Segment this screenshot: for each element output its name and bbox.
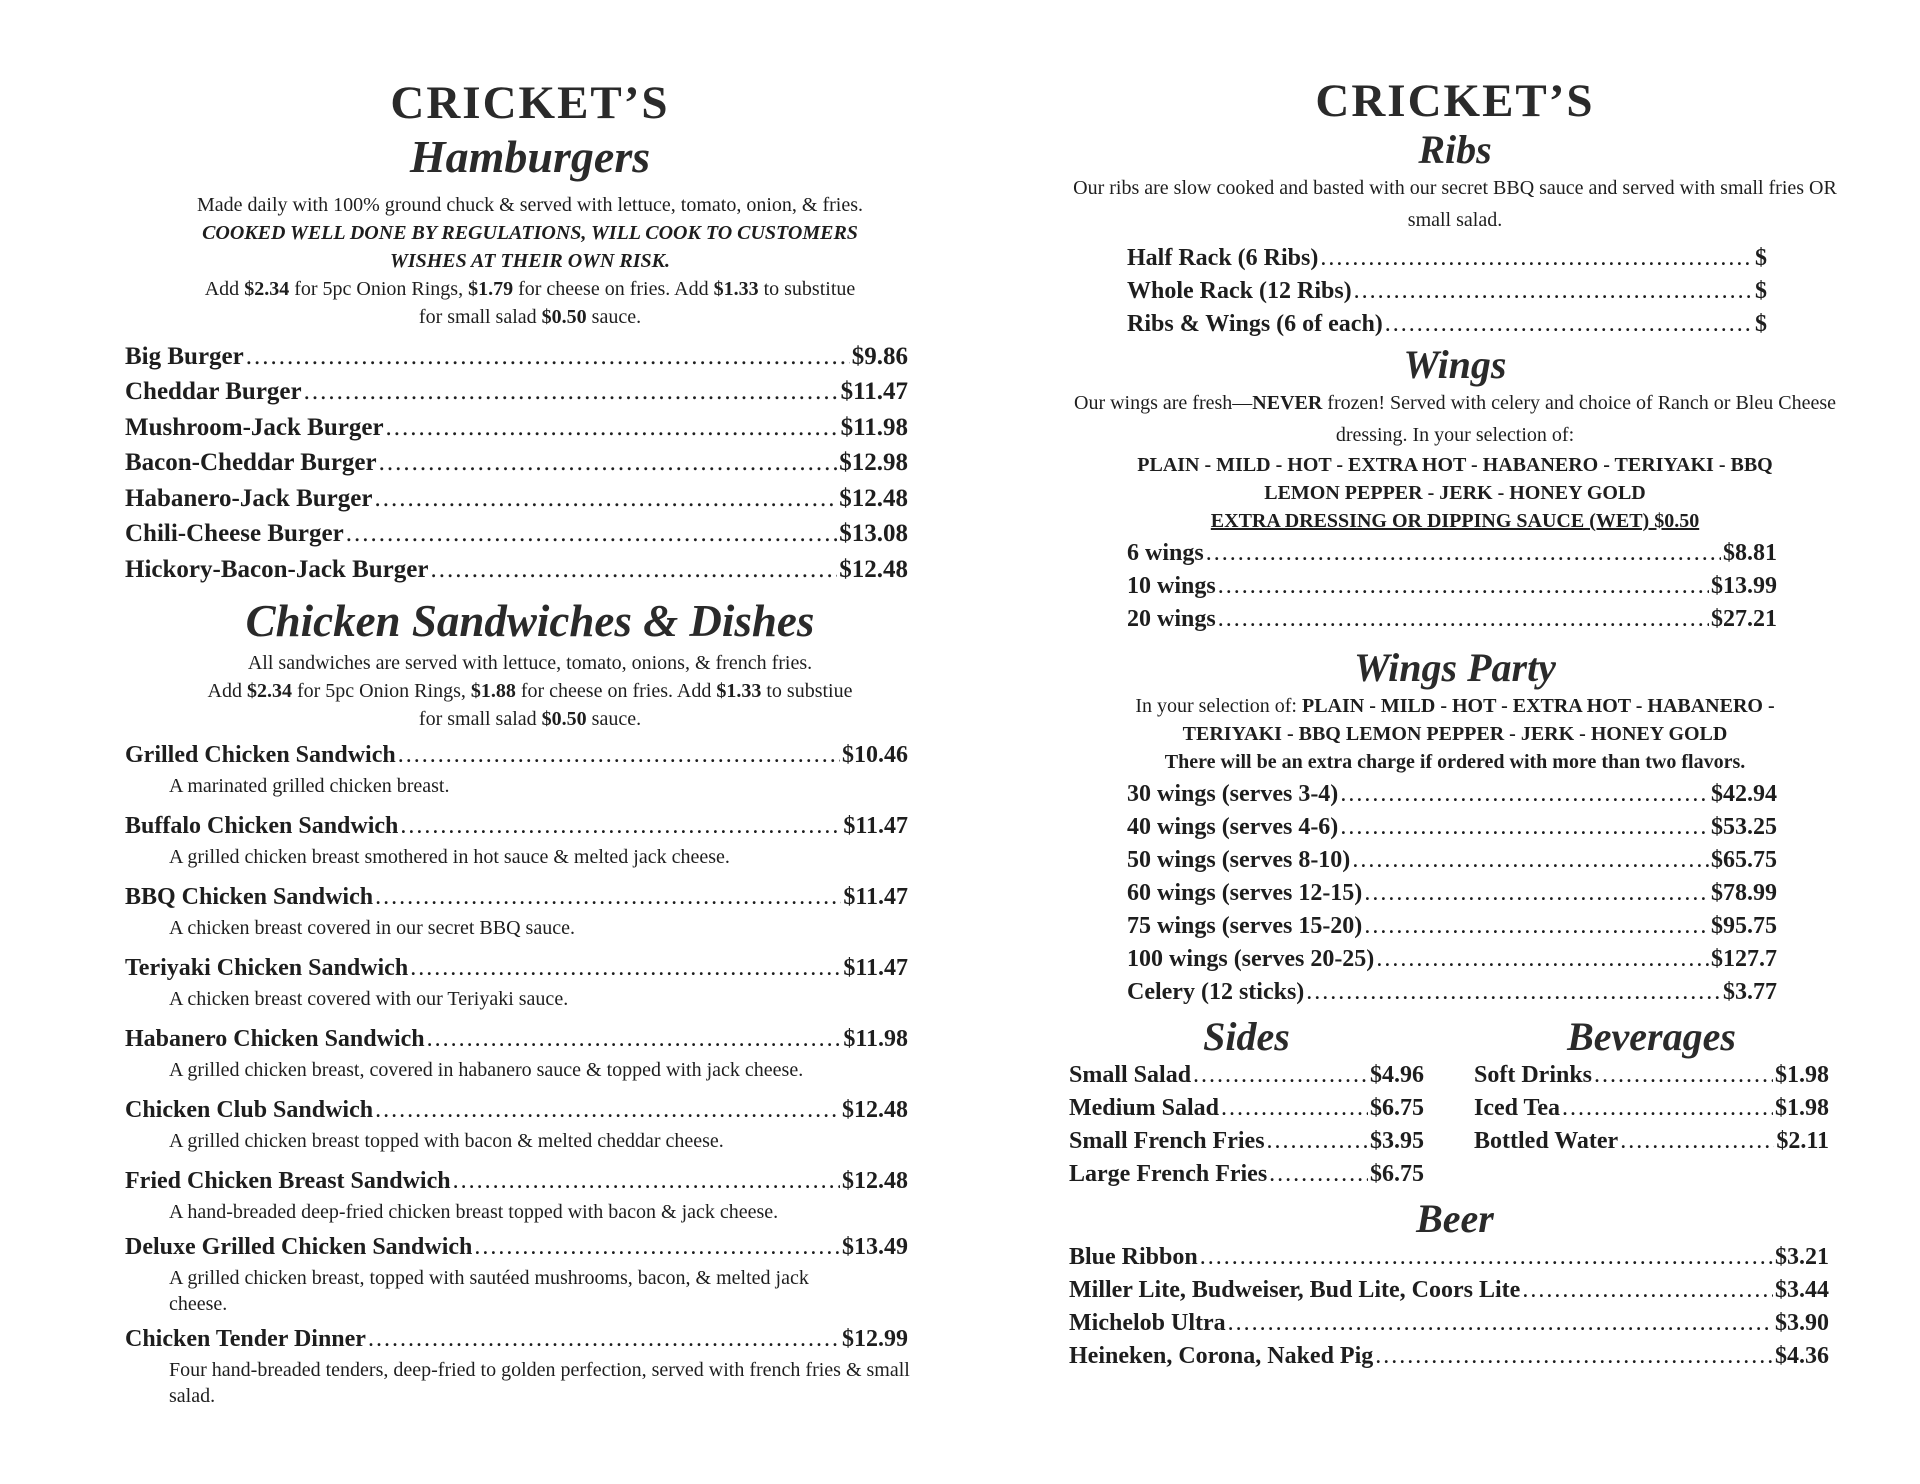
menu-item: Grilled Chicken Sandwich ..... $10.46 bbox=[125, 737, 908, 773]
wings-heading: Wings bbox=[1403, 342, 1507, 387]
menu-item: Bottled Water ..... $2.11 bbox=[1474, 1125, 1829, 1158]
brand-title-left: CRICKET’S bbox=[390, 77, 670, 129]
hamburgers-addon-line1: Add $2.34 for 5pc Onion Rings, $1.79 for cheese on fries. Add $1.33 to substitue bbox=[204, 277, 856, 300]
menu-item: Chicken Club Sandwich ..... $12.48 bbox=[125, 1092, 908, 1128]
beverages-column bbox=[1474, 1015, 1829, 1191]
menu-item: Large French Fries ..... $6.75 bbox=[1069, 1158, 1424, 1191]
menu-item-description: A grilled chicken breast smothered in hot sauce & melted jack cheese. bbox=[169, 845, 730, 868]
wings-description: Our wings are fresh—NEVER frozen! Served with celery and choice of Ranch or Bleu Cheese dressing. In your selection of: bbox=[1074, 392, 1836, 446]
menu-item-description: A grilled chicken breast topped with bacon & melted cheddar cheese. bbox=[169, 1129, 724, 1152]
menu-item: 60 wings (serves 12-15) ..... $78.99 bbox=[1127, 877, 1777, 910]
menu-item-description: Four hand-breaded tenders, deep-fried to golden perfection, served with french fries & small salad. bbox=[169, 1358, 910, 1407]
menu-item: 10 wings ..... $13.99 bbox=[1127, 570, 1777, 603]
hamburgers-description: Made daily with 100% ground chuck & served with lettuce, tomato, onion, & fries. bbox=[197, 193, 863, 216]
hamburgers-addon-line2: for small salad $0.50 sauce. bbox=[418, 305, 642, 328]
menu-item: Habanero-Jack Burger ..... $12.48 bbox=[125, 481, 908, 517]
wings-party-note: There will be an extra charge if ordered with more than two flavors. bbox=[1164, 751, 1746, 773]
chicken-addon-line1: Add $2.34 for 5pc Onion Rings, $1.88 for cheese on fries. Add $1.33 to substiue bbox=[207, 679, 853, 702]
menu-item: 100 wings (serves 20-25) ..... $127.7 bbox=[1127, 943, 1777, 976]
hamburgers-warning-line2: WISHES AT THEIR OWN RISK. bbox=[390, 249, 670, 272]
chicken-list bbox=[125, 737, 908, 1409]
menu-item: 20 wings ..... $27.21 bbox=[1127, 603, 1777, 636]
menu-item: 75 wings (serves 15-20) ..... $95.75 bbox=[1127, 910, 1777, 943]
hamburgers-warning-line1: COOKED WELL DONE BY REGULATIONS, WILL COOK TO CUSTOMERS bbox=[202, 221, 858, 244]
menu-item: Michelob Ultra ..... $3.90 bbox=[1069, 1307, 1829, 1340]
wings-party-selection-line2: TERIYAKI - BBQ LEMON PEPPER - JERK - HONEY GOLD bbox=[1182, 723, 1728, 745]
menu-item: Medium Salad ..... $6.75 bbox=[1069, 1092, 1424, 1125]
menu-item: 30 wings (serves 3-4) ..... $42.94 bbox=[1127, 778, 1777, 811]
wings-flavors-line2: LEMON PEPPER - JERK - HONEY GOLD bbox=[1264, 482, 1646, 504]
menu-item-description: A hand-breaded deep-fried chicken breast topped with bacon & jack cheese. bbox=[169, 1200, 779, 1223]
menu-item: Blue Ribbon ..... $3.21 bbox=[1069, 1241, 1829, 1274]
menu-item: Habanero Chicken Sandwich ..... $11.98 bbox=[125, 1021, 908, 1057]
menu-item: Teriyaki Chicken Sandwich ..... $11.47 bbox=[125, 950, 908, 986]
menu-item: Big Burger ..... $9.86 bbox=[125, 339, 908, 375]
menu-item: BBQ Chicken Sandwich ..... $11.47 bbox=[125, 879, 908, 915]
menu-item: Deluxe Grilled Chicken Sandwich ..... $13.49 bbox=[125, 1229, 908, 1265]
menu-item-description: A marinated grilled chicken breast. bbox=[169, 774, 450, 797]
menu-item: Celery (12 sticks) ..... $3.77 bbox=[1127, 976, 1777, 1009]
menu-item: Buffalo Chicken Sandwich ..... $11.47 bbox=[125, 808, 908, 844]
menu-item: Heineken, Corona, Naked Pig ..... $4.36 bbox=[1069, 1340, 1829, 1373]
wings-party-heading: Wings Party bbox=[1354, 645, 1556, 690]
menu-item: Half Rack (6 Ribs) ..... $ bbox=[1127, 242, 1767, 275]
ribs-heading: Ribs bbox=[1418, 127, 1492, 172]
menu-item: Bacon-Cheddar Burger ..... $12.98 bbox=[125, 445, 908, 481]
menu-item: Soft Drinks ..... $1.98 bbox=[1474, 1059, 1829, 1092]
menu-item: Small Salad ..... $4.96 bbox=[1069, 1059, 1424, 1092]
chicken-heading: Chicken Sandwiches & Dishes bbox=[245, 596, 815, 647]
hamburgers-list bbox=[125, 339, 908, 588]
menu-item: Small French Fries ..... $3.95 bbox=[1069, 1125, 1424, 1158]
ribs-list bbox=[1127, 242, 1767, 341]
left-menu-page bbox=[125, 0, 935, 1409]
right-menu-page bbox=[1065, 0, 1845, 1373]
sides-column bbox=[1069, 1015, 1424, 1191]
menu-item: Iced Tea ..... $1.98 bbox=[1474, 1092, 1829, 1125]
beer-heading: Beer bbox=[1416, 1196, 1494, 1241]
sides-heading: Sides bbox=[1203, 1014, 1290, 1059]
beverages-heading: Beverages bbox=[1567, 1014, 1736, 1059]
menu-item-description: A chicken breast covered with our Teriyaki sauce. bbox=[169, 987, 569, 1010]
menu-item: Miller Lite, Budweiser, Bud Lite, Coors Lite ..... $3.44 bbox=[1069, 1274, 1829, 1307]
menu-item: 40 wings (serves 4-6) ..... $53.25 bbox=[1127, 811, 1777, 844]
wings-flavors-line1: PLAIN - MILD - HOT - EXTRA HOT - HABANERO - TERIYAKI - BBQ bbox=[1137, 454, 1773, 476]
menu-item: Ribs & Wings (6 of each) ..... $ bbox=[1127, 308, 1767, 341]
wings-extra-sauce: EXTRA DRESSING OR DIPPING SAUCE (WET) $0.50 bbox=[1210, 510, 1700, 532]
menu-item: 6 wings ..... $8.81 bbox=[1127, 537, 1777, 570]
brand-title-right: CRICKET’S bbox=[1315, 75, 1595, 127]
wings-party-selection-line1: In your selection of: PLAIN - MILD - HOT - EXTRA HOT - HABANERO - bbox=[1135, 695, 1775, 717]
menu-item: Chicken Tender Dinner ..... $12.99 bbox=[125, 1321, 908, 1357]
beer-list bbox=[1069, 1241, 1829, 1373]
menu-item: Hickory-Bacon-Jack Burger ..... $12.48 bbox=[125, 552, 908, 588]
sides-beverages-block bbox=[1065, 1015, 1845, 1191]
menu-item: Mushroom-Jack Burger ..... $11.98 bbox=[125, 410, 908, 446]
wings-party-list bbox=[1127, 778, 1777, 1009]
menu-item-description: A grilled chicken breast, covered in habanero sauce & topped with jack cheese. bbox=[169, 1058, 804, 1081]
hamburgers-heading: Hamburgers bbox=[409, 131, 651, 182]
menu-item-description: A grilled chicken breast, topped with sautéed mushrooms, bacon, & melted jack cheese. bbox=[169, 1266, 809, 1315]
wings-list bbox=[1127, 537, 1777, 636]
menu-item: Chili-Cheese Burger ..... $13.08 bbox=[125, 516, 908, 552]
menu-item: Fried Chicken Breast Sandwich ..... $12.48 bbox=[125, 1163, 908, 1199]
menu-item: Cheddar Burger ..... $11.47 bbox=[125, 374, 908, 410]
menu-item: 50 wings (serves 8-10) ..... $65.75 bbox=[1127, 844, 1777, 877]
menu-item: Whole Rack (12 Ribs) ..... $ bbox=[1127, 275, 1767, 308]
menu-item-description: A chicken breast covered in our secret BBQ sauce. bbox=[169, 916, 575, 939]
chicken-description: All sandwiches are served with lettuce, tomato, onions, & french fries. bbox=[247, 651, 813, 674]
ribs-description: Our ribs are slow cooked and basted with our secret BBQ sauce and served with small fries OR small salad. bbox=[1073, 177, 1837, 231]
chicken-addon-line2: for small salad $0.50 sauce. bbox=[418, 707, 642, 730]
